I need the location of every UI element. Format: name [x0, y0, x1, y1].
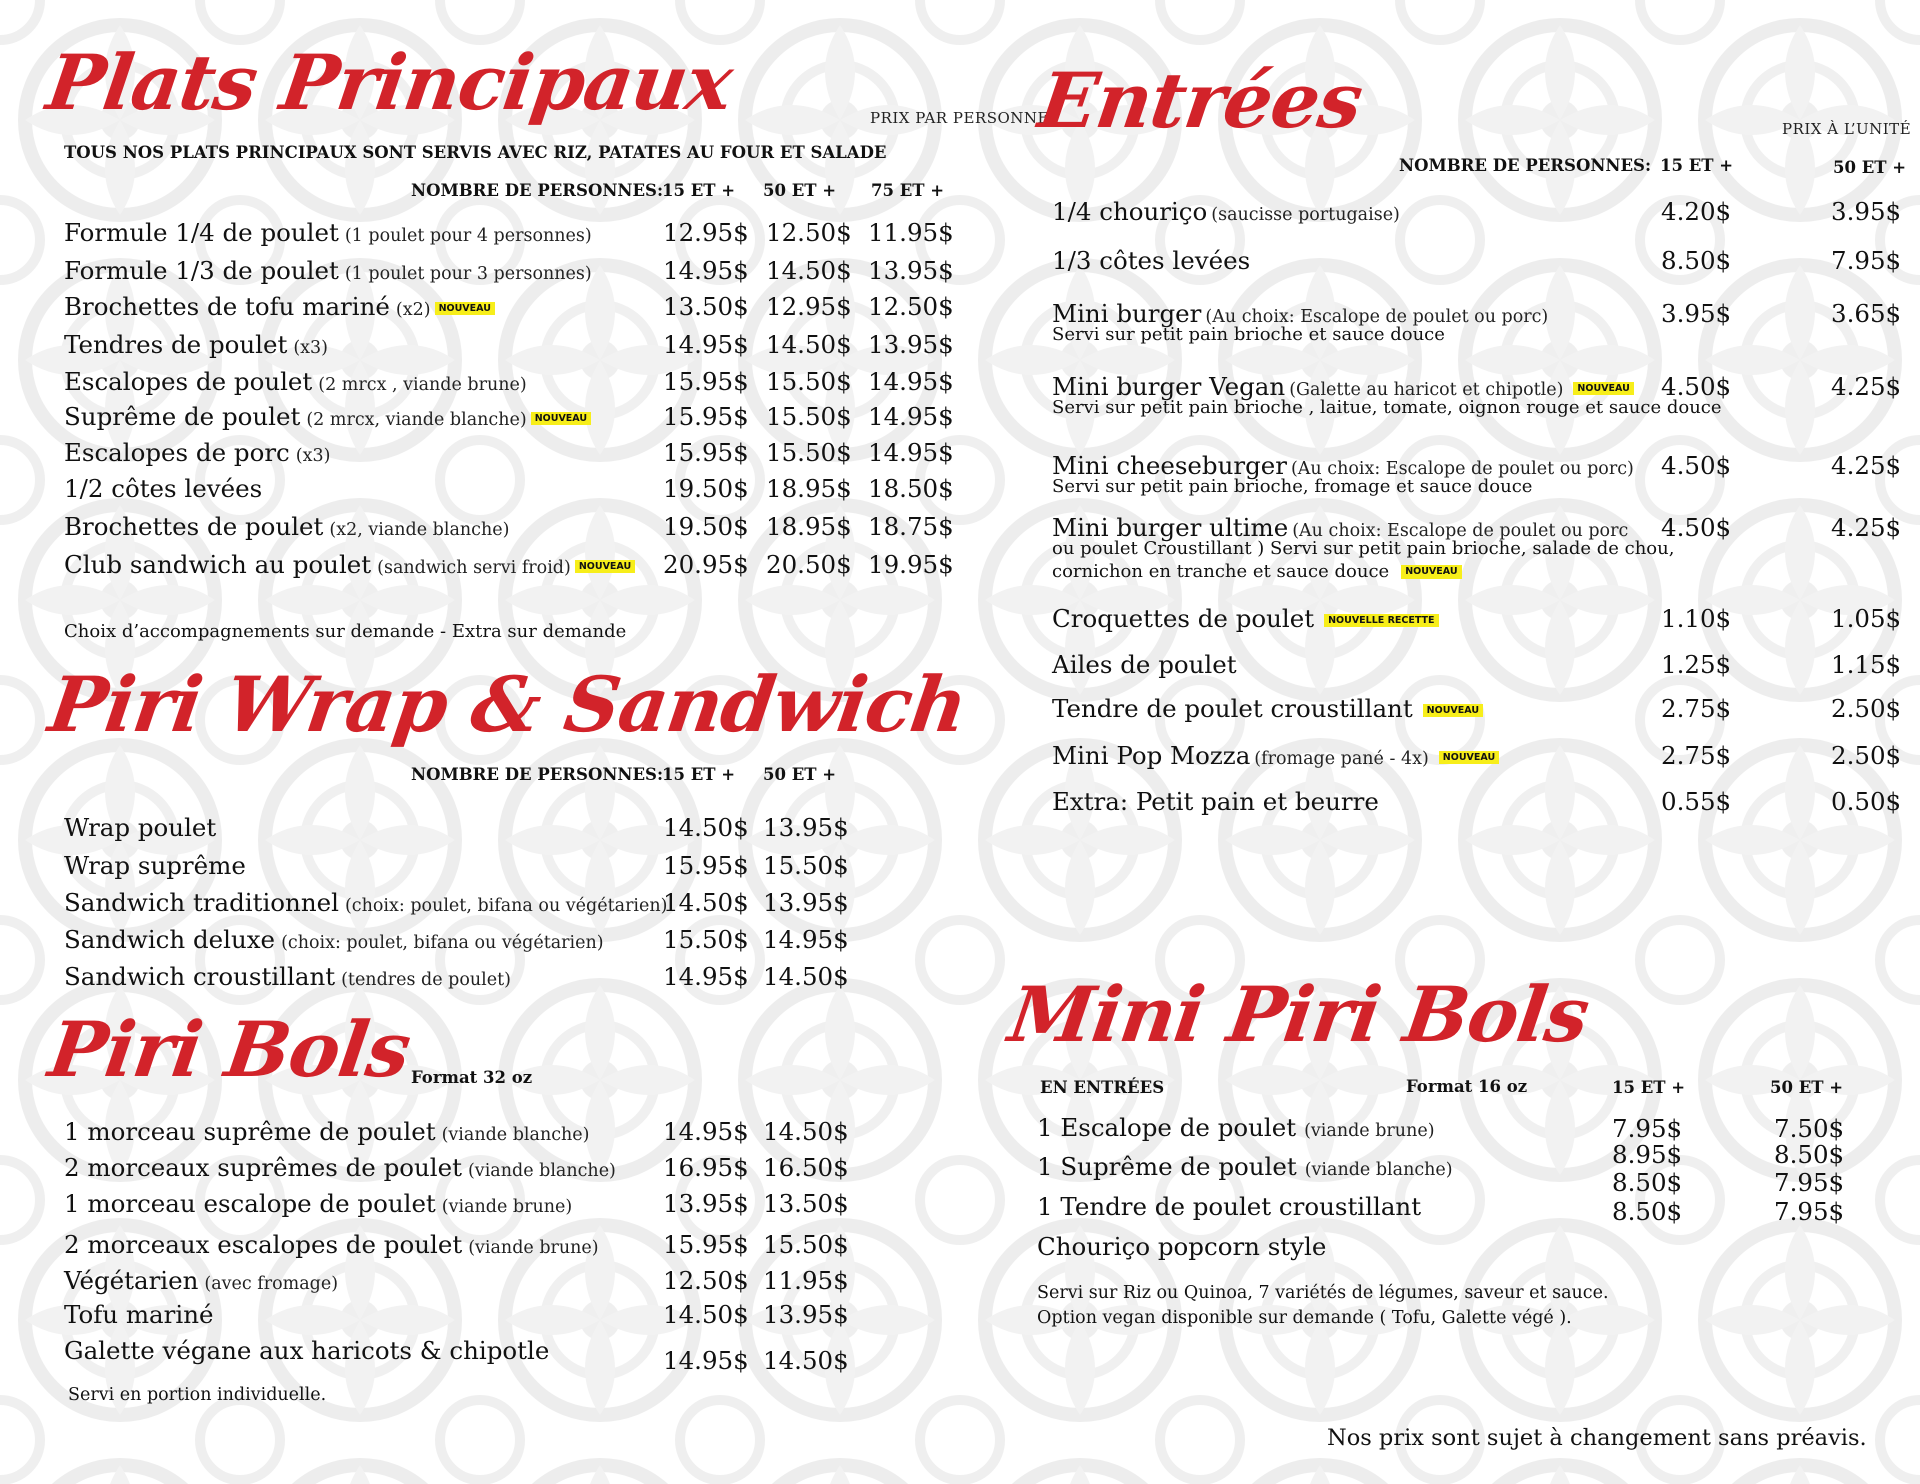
- menu-item: [64, 1117, 590, 1146]
- new-badge: NOUVEAU: [435, 302, 495, 316]
- item-price: 19.50$: [663, 474, 749, 503]
- item-name: Formule 1/4 de poulet: [64, 218, 339, 247]
- item-name: Tendre de poulet croustillant: [1052, 694, 1413, 723]
- entrees-col-15: 15 ET +: [1660, 156, 1734, 175]
- item-detail: (viande brune): [1304, 1121, 1435, 1141]
- item-price: 3.95$: [1661, 299, 1732, 328]
- plats-price-note: PRIX PAR PERSONNE: [870, 109, 1049, 127]
- menu-item: [64, 1153, 616, 1182]
- bols-title: Piri Bols: [43, 1005, 416, 1094]
- item-price: 4.20$: [1661, 197, 1732, 226]
- item-price: 15.95$: [663, 402, 749, 431]
- item-name: Végétarien: [64, 1266, 199, 1295]
- item-price: 8.50$: [1612, 1168, 1683, 1197]
- item-detail: (fromage pané - 4x): [1254, 749, 1429, 769]
- item-price: 13.95$: [868, 256, 954, 285]
- item-price: 14.95$: [868, 438, 954, 467]
- item-detail: (2 mrcx , viande brune): [318, 375, 527, 395]
- item-price: 1.15$: [1831, 650, 1902, 679]
- item-price: 4.25$: [1831, 451, 1902, 480]
- item-name: Brochettes de poulet: [64, 512, 324, 541]
- item-price: 15.50$: [663, 925, 749, 954]
- item-price: 11.95$: [868, 218, 954, 247]
- item-price: 13.95$: [663, 1189, 749, 1218]
- item-price: 14.50$: [663, 1300, 749, 1329]
- item-price: 7.95$: [1831, 246, 1902, 275]
- item-name: 2 morceaux escalopes de poulet: [64, 1230, 463, 1259]
- new-badge: NOUVEAU: [531, 412, 591, 426]
- item-name: Escalopes de porc: [64, 438, 290, 467]
- item-price: 3.65$: [1831, 299, 1902, 328]
- menu-item: [64, 256, 592, 285]
- menu-item: [64, 1230, 599, 1259]
- item-name: Sandwich croustillant: [64, 962, 336, 991]
- item-name: Sandwich traditionnel: [64, 888, 339, 917]
- item-detail: (tendres de poulet): [341, 970, 511, 990]
- item-price: 11.95$: [763, 1266, 849, 1295]
- item-price: 8.50$: [1612, 1197, 1683, 1226]
- menu-item: [1052, 694, 1483, 723]
- mini-bols-col-50: 50 ET +: [1770, 1078, 1844, 1097]
- menu-item: [64, 1336, 549, 1365]
- new-badge: NOUVEAU: [1401, 565, 1461, 579]
- item-price: 8.95$: [1612, 1140, 1683, 1169]
- menu-item: [1037, 1113, 1435, 1142]
- menu-item: [64, 438, 330, 467]
- item-price: 2.50$: [1831, 741, 1902, 770]
- entrees-price-note: PRIX À L’UNITÉ: [1782, 120, 1912, 138]
- item-name: 1 Tendre de poulet croustillant: [1037, 1192, 1422, 1221]
- plats-col-75: 75 ET +: [871, 181, 945, 200]
- item-price: 15.50$: [763, 1230, 849, 1259]
- item-price: 20.95$: [663, 550, 749, 579]
- plats-col-15: 15 ET +: [662, 181, 736, 200]
- menu-item: [64, 550, 635, 579]
- item-name: Mini burger Vegan: [1052, 372, 1286, 401]
- mini-bols-format: Format 16 oz: [1406, 1077, 1528, 1096]
- item-detail: (viande brune): [468, 1238, 599, 1258]
- item-name: Extra: Petit pain et beurre: [1052, 787, 1379, 816]
- item-detail: (sandwich servi froid): [377, 558, 571, 578]
- item-price: 14.50$: [763, 1346, 849, 1375]
- item-price: 15.95$: [663, 438, 749, 467]
- item-price: 7.50$: [1774, 1114, 1845, 1143]
- item-detail: (1 poulet pour 4 personnes): [344, 226, 592, 246]
- item-name: 1/4 chouriço: [1052, 197, 1208, 226]
- item-price: 15.50$: [766, 367, 852, 396]
- item-price: 12.50$: [868, 292, 954, 321]
- item-name: Croquettes de poulet: [1052, 604, 1315, 633]
- item-price: 7.95$: [1774, 1168, 1845, 1197]
- item-detail: (viande blanche): [441, 1125, 590, 1145]
- item-price: 14.50$: [763, 1117, 849, 1146]
- new-badge: NOUVEAU: [1439, 751, 1499, 765]
- item-price: 3.95$: [1831, 197, 1902, 226]
- item-price: 14.95$: [663, 962, 749, 991]
- menu-item: [1052, 741, 1499, 770]
- entrees-col-50: 50 ET +: [1833, 158, 1907, 177]
- item-price: 7.95$: [1774, 1197, 1845, 1226]
- item-price: 18.95$: [766, 474, 852, 503]
- item-price: 13.50$: [763, 1189, 849, 1218]
- item-price: 2.75$: [1661, 741, 1732, 770]
- price-disclaimer: Nos prix sont sujet à changement sans préavis.: [1327, 1425, 1867, 1451]
- plats-footer: Choix d’accompagnements sur demande - Extra sur demande: [64, 621, 627, 642]
- item-name: 2 morceaux suprêmes de poulet: [64, 1153, 462, 1182]
- item-price: 15.50$: [766, 438, 852, 467]
- item-description: [1052, 561, 1462, 582]
- item-name: Mini cheeseburger: [1052, 451, 1287, 480]
- mini-bols-footer-2: Option vegan disponible sur demande ( Tofu, Galette végé ).: [1037, 1308, 1572, 1328]
- item-price: 13.95$: [763, 1300, 849, 1329]
- item-name: Sandwich deluxe: [64, 925, 276, 954]
- item-price: 1.25$: [1661, 650, 1732, 679]
- menu-item: [1037, 1152, 1453, 1181]
- item-price: 4.25$: [1831, 513, 1902, 542]
- item-price: 0.50$: [1831, 787, 1902, 816]
- item-detail: (2 mrcx, viande blanche): [306, 410, 527, 430]
- item-price: 0.55$: [1661, 787, 1732, 816]
- menu-item: [1052, 650, 1237, 679]
- menu-item: [1037, 1192, 1421, 1221]
- item-name: 1/2 côtes levées: [64, 474, 263, 503]
- item-price: 18.95$: [766, 512, 852, 541]
- item-price: 2.50$: [1831, 694, 1902, 723]
- item-name: Galette végane aux haricots & chipotle: [64, 1336, 550, 1365]
- menu-item: [64, 367, 527, 396]
- menu-item: [64, 218, 592, 247]
- menu-item: [64, 402, 591, 431]
- new-badge: NOUVEAU: [575, 560, 635, 574]
- entrees-title: Entrées: [1033, 56, 1368, 145]
- item-price: 13.95$: [868, 330, 954, 359]
- bols-footer: Servi en portion individuelle.: [68, 1385, 327, 1405]
- item-price: 14.50$: [763, 962, 849, 991]
- item-detail: (choix: poulet, bifana ou végétarien): [344, 896, 668, 916]
- menu-item: [64, 851, 246, 880]
- item-name: Tofu mariné: [64, 1300, 214, 1329]
- item-description: Servi sur petit pain brioche et sauce douce: [1052, 324, 1445, 345]
- item-name: Mini Pop Mozza: [1052, 741, 1251, 770]
- item-price: 14.50$: [766, 256, 852, 285]
- item-name: Ailes de poulet: [1052, 650, 1237, 679]
- item-name: Formule 1/3 de poulet: [64, 256, 339, 285]
- wrap-title: Piri Wrap & Sandwich: [43, 660, 972, 749]
- menu-item: [64, 474, 262, 503]
- item-price: 20.50$: [766, 550, 852, 579]
- item-price: 14.95$: [868, 402, 954, 431]
- item-name: Tendres de poulet: [64, 330, 288, 359]
- item-price: 14.95$: [763, 925, 849, 954]
- item-detail: (1 poulet pour 3 personnes): [344, 264, 592, 284]
- item-price: 14.50$: [663, 813, 749, 842]
- item-name: Chouriço popcorn style: [1037, 1232, 1327, 1261]
- item-price: 8.50$: [1661, 246, 1732, 275]
- item-price: 15.50$: [766, 402, 852, 431]
- item-price: 12.95$: [663, 218, 749, 247]
- item-detail: (Au choix: Escalope de poulet ou porc): [1290, 459, 1634, 479]
- wrap-col-label: NOMBRE DE PERSONNES:: [411, 765, 664, 784]
- item-name: Wrap suprême: [64, 851, 246, 880]
- item-detail: (choix: poulet, bifana ou végétarien): [281, 933, 604, 953]
- item-name: Brochettes de tofu mariné: [64, 292, 390, 321]
- menu-item: [64, 1189, 572, 1218]
- item-price: 14.95$: [868, 367, 954, 396]
- item-price: 14.50$: [663, 888, 749, 917]
- item-price: 19.50$: [663, 512, 749, 541]
- menu-item: [1052, 604, 1439, 633]
- plats-col-label: NOMBRE DE PERSONNES:: [411, 181, 664, 200]
- item-name: Wrap poulet: [64, 813, 217, 842]
- new-badge: NOUVEAU: [1573, 382, 1633, 396]
- item-detail: (x3): [293, 338, 329, 358]
- item-detail: (x3): [295, 446, 331, 466]
- item-price: 15.95$: [663, 1230, 749, 1259]
- menu-item: [64, 292, 495, 321]
- menu-item: [64, 1266, 338, 1295]
- plats-title: Plats Principaux: [41, 38, 738, 127]
- item-name: Mini burger ultime: [1052, 513, 1289, 542]
- item-name: Mini burger: [1052, 299, 1202, 328]
- plats-subtitle: TOUS NOS PLATS PRINCIPAUX SONT SERVIS AVEC RIZ, PATATES AU FOUR ET SALADE: [64, 143, 887, 162]
- item-detail: (viande brune): [441, 1197, 573, 1217]
- wrap-col-15: 15 ET +: [662, 765, 736, 784]
- item-name: Escalopes de poulet: [64, 367, 313, 396]
- item-price: 16.50$: [763, 1153, 849, 1182]
- item-price: 14.95$: [663, 330, 749, 359]
- mini-bols-footer-1: Servi sur Riz ou Quinoa, 7 variétés de légumes, saveur et sauce.: [1037, 1283, 1609, 1303]
- item-price: 12.50$: [766, 218, 852, 247]
- item-price: 16.95$: [663, 1153, 749, 1182]
- mini-bols-col-15: 15 ET +: [1612, 1078, 1686, 1097]
- plats-col-50: 50 ET +: [763, 181, 837, 200]
- item-price: 1.05$: [1831, 604, 1902, 633]
- entrees-col-label: NOMBRE DE PERSONNES:: [1399, 156, 1652, 175]
- item-detail: (avec fromage): [204, 1274, 339, 1294]
- item-price: 12.50$: [663, 1266, 749, 1295]
- item-name: 1/3 côtes levées: [1052, 246, 1251, 275]
- item-description: Servi sur petit pain brioche , laitue, tomate, oignon rouge et sauce douce: [1052, 397, 1722, 418]
- item-price: 18.50$: [868, 474, 954, 503]
- item-price: 18.75$: [868, 512, 954, 541]
- item-detail: (saucisse portugaise): [1211, 205, 1400, 225]
- item-detail: (x2): [395, 300, 431, 320]
- item-name: 1 Suprême de poulet: [1037, 1152, 1297, 1181]
- item-price: 14.95$: [663, 256, 749, 285]
- menu-item: [1037, 1232, 1326, 1261]
- new-badge: NOUVEAU: [1423, 704, 1483, 718]
- item-price: 4.50$: [1661, 372, 1732, 401]
- menu-item: [1052, 197, 1400, 226]
- menu-item: [1052, 246, 1250, 275]
- item-price: 14.95$: [663, 1117, 749, 1146]
- menu-item: [64, 512, 509, 541]
- item-price: 12.95$: [766, 292, 852, 321]
- new-badge: NOUVELLE RECETTE: [1324, 614, 1438, 628]
- item-name: 1 morceau escalope de poulet: [64, 1189, 436, 1218]
- mini-bols-label: EN ENTRÉES: [1040, 1078, 1165, 1097]
- item-detail: (x2, viande blanche): [329, 520, 510, 540]
- item-price: 2.75$: [1661, 694, 1732, 723]
- menu-item: [64, 813, 216, 842]
- wrap-col-50: 50 ET +: [763, 765, 837, 784]
- bols-format: Format 32 oz: [411, 1068, 533, 1087]
- item-price: 4.50$: [1661, 451, 1732, 480]
- item-price: 4.25$: [1831, 372, 1902, 401]
- item-price: 4.50$: [1661, 513, 1732, 542]
- item-description-line: cornichon en tranche et sauce douce: [1052, 561, 1390, 582]
- item-detail: (Au choix: Escalope de poulet ou porc: [1292, 521, 1629, 541]
- item-price: 13.95$: [763, 888, 849, 917]
- menu-item: [64, 330, 328, 359]
- item-price: 15.50$: [763, 851, 849, 880]
- item-price: 19.95$: [868, 550, 954, 579]
- item-detail: (viande blanche): [467, 1161, 616, 1181]
- item-name: Suprême de poulet: [64, 402, 301, 431]
- item-description: Servi sur petit pain brioche, fromage et sauce douce: [1052, 476, 1533, 497]
- item-price: 13.95$: [763, 813, 849, 842]
- menu-item: [1052, 787, 1379, 816]
- item-price: 1.10$: [1661, 604, 1732, 633]
- item-price: 7.95$: [1612, 1114, 1683, 1143]
- item-detail: (viande blanche): [1304, 1160, 1453, 1180]
- item-price: 15.95$: [663, 367, 749, 396]
- item-price: 14.95$: [663, 1346, 749, 1375]
- item-name: Club sandwich au poulet: [64, 550, 372, 579]
- item-name: 1 morceau suprême de poulet: [64, 1117, 436, 1146]
- menu-item: [64, 925, 604, 954]
- item-detail: (Au choix: Escalope de poulet ou porc): [1205, 307, 1549, 327]
- item-price: 13.50$: [663, 292, 749, 321]
- item-price: 8.50$: [1774, 1140, 1845, 1169]
- item-name: 1 Escalope de poulet: [1037, 1113, 1297, 1142]
- menu-item: [64, 962, 511, 991]
- item-description: ou poulet Croustillant ) Servi sur petit pain brioche, salade de chou,: [1052, 538, 1675, 559]
- mini-bols-title: Mini Piri Bols: [1003, 970, 1594, 1059]
- item-detail: (Galette au haricot et chipotle): [1289, 380, 1564, 400]
- menu-item: [64, 1300, 214, 1329]
- item-price: 14.50$: [766, 330, 852, 359]
- item-price: 15.95$: [663, 851, 749, 880]
- menu-item: [64, 888, 667, 917]
